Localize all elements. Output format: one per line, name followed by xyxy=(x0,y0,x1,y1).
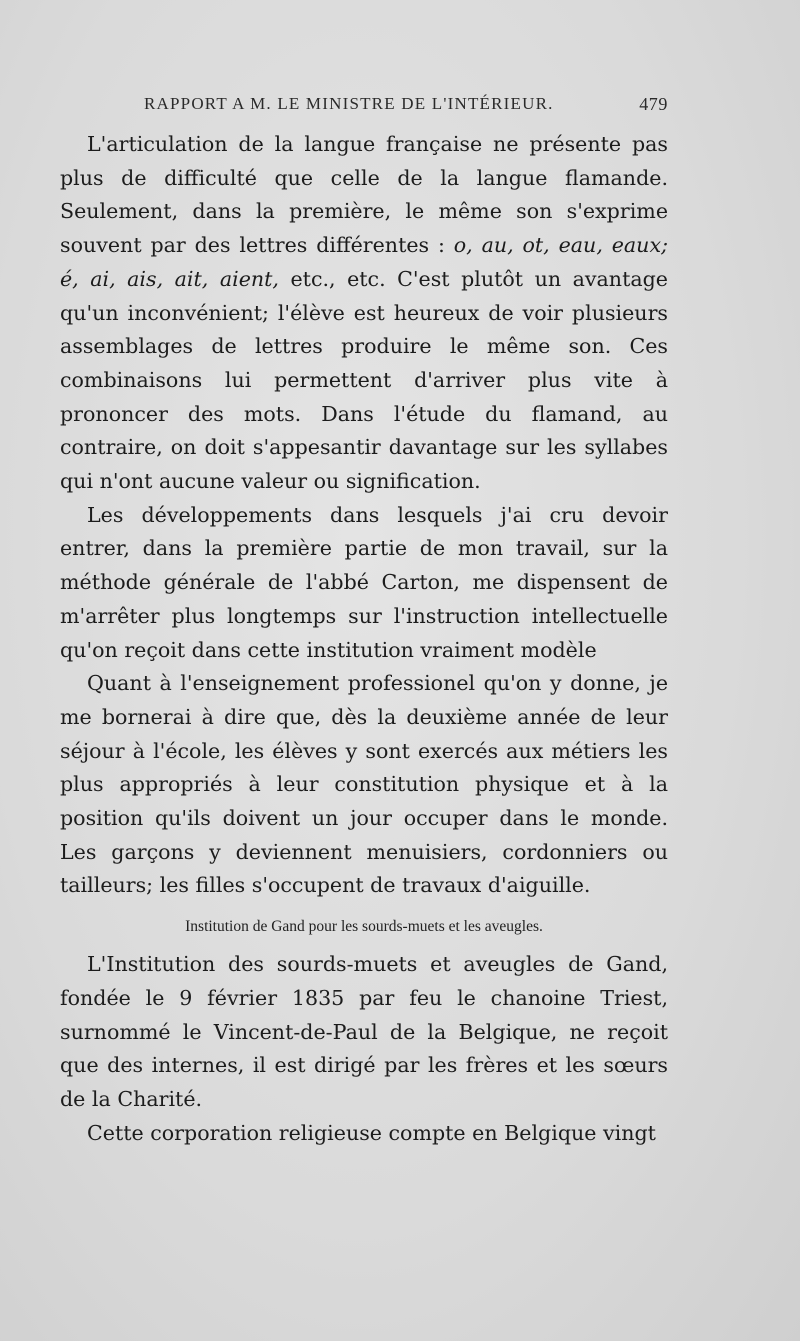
section-heading: Institution de Gand pour les sourds-muets et les aveugles. xyxy=(185,918,543,936)
italic-letter-examples: o, au, ot, eau, eaux; é, ai, ais, ait, aient, xyxy=(60,233,669,291)
paragraph-institution-gand: L'Institution des sourds-muets et aveugles de Gand, fondée le 9 février 1835 par feu le chanoine Triest, surnommé le Vincent-de-Paul de la Belgique, ne reçoit que des internes, il est dirigé par les frères et les sœurs de la Charité. xyxy=(60,952,668,1111)
paragraph-text: etc., etc. C'est plutôt un avantage qu'un inconvénient; l'élève est heureux de voir plusieurs assemblages de lettres produire le même son. Ces combinaisons lui permettent d'arriver plus vite à prononcer des mots. Dans l'étude du flamand, au contraire, on doit s'appesantir davantage sur les syllabes qui n'ont aucune valeur ou signification. xyxy=(60,266,668,494)
paragraph-enseignement: Quant à l'enseignement professionel qu'on y donne, je me bornerai à dire que, dès la deuxième année de leur séjour à l'école, les élèves y sont exercés aux métiers les plus appropriés à leur constitution physique et à la position qu'ils doivent un jour occuper dans le monde. Les garçons y deviennent menuisiers, cordonniers ou tailleurs; les filles s'occupent de travaux d'aiguille. xyxy=(60,671,668,898)
running-head xyxy=(60,94,668,120)
page-number: 479 xyxy=(639,94,668,114)
running-title: RAPPORT A M. LE MINISTRE DE L'INTÉRIEUR. xyxy=(144,94,554,113)
paragraph-articulation xyxy=(60,128,668,499)
paragraph-corporation: Cette corporation religieuse compte en Belgique vingt xyxy=(87,1120,656,1145)
body-text xyxy=(60,128,668,1150)
paragraph-developpements: Les développements dans lesquels j'ai cru devoir entrer, dans la première partie de mon travail, sur la méthode générale de l'abbé Carton, me dispensent de m'arrêter plus longtemps sur l'instruction intellectuelle qu'on reçoit dans cette institution vraiment modèle xyxy=(60,502,668,662)
paragraph-text: L'articulation de la langue française ne présente pas plus de difficulté que celle de la langue flamande. Seulement, dans la première, le même son s'exprime souvent par des lettres différentes : xyxy=(60,132,668,258)
